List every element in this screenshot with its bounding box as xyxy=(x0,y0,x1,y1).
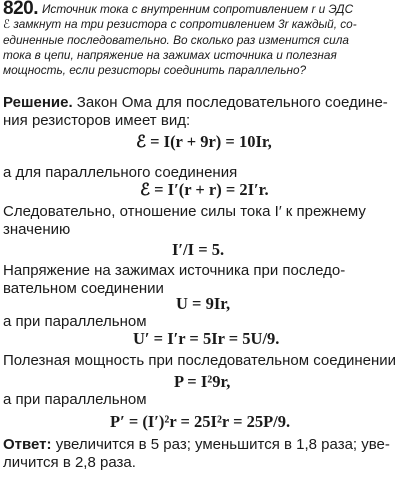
problem-line: единенные последовательно. Во сколько раз изменится сила xyxy=(3,32,349,47)
formula-power-series: P = I²9r, xyxy=(174,372,231,391)
solution-line: а при параллельном xyxy=(3,391,147,408)
formula-voltage-series: U = 9Ir, xyxy=(176,294,231,313)
formula-voltage-parallel: U′ = I′r = 5Ir = 5U/9. xyxy=(133,329,280,348)
solution-line: Решение. Закон Ома для последовательного соедине- xyxy=(3,94,388,111)
solution-line: а при параллельном xyxy=(3,313,147,330)
problem-statement xyxy=(3,0,407,78)
solution-line: Полезная мощность при последовательном соединении xyxy=(3,352,397,369)
solution-label: Решение. xyxy=(3,94,73,111)
problem-line: тока в цепи, напряжение на зажимах источника и полезная xyxy=(3,47,337,62)
solution-line: ния резисторов имеет вид: xyxy=(3,112,191,129)
formula-current-ratio: I′/I = 5. xyxy=(172,240,225,259)
answer-line: Ответ: увеличится в 5 раз; уменьшится в 1,8 раза; уве- xyxy=(3,436,390,453)
solution-line: а для параллельного соединения xyxy=(3,164,238,181)
solution-line: значению xyxy=(3,221,71,238)
formula-power-parallel: P′ = (I′)²r = 25I²r = 25P/9. xyxy=(110,412,291,431)
solution-line: вательном соединении xyxy=(3,280,164,297)
answer-line: личится в 2,8 раза. xyxy=(3,454,136,471)
formula-series-ohm: ℰ = I(r + 9r) = 10Ir, xyxy=(136,132,272,151)
solution-line: Напряжение на зажимах источника при последо- xyxy=(3,262,346,279)
problem-line: 820. Источник тока с внутренним сопротивлением r и ЭДС xyxy=(3,0,354,19)
problem-line: мощность, если резисторы соединить параллельно? xyxy=(3,63,307,78)
solution-line: Следовательно, отношение силы тока I′ к прежнему xyxy=(3,203,366,220)
answer-label: Ответ: xyxy=(3,436,52,453)
problem-number: 820. xyxy=(3,0,38,19)
formula-parallel-ohm: ℰ = I′(r + r) = 2I′r. xyxy=(140,180,269,199)
problem-line: ℰ замкнут на три резистора с сопротивлением 3r каждый, со- xyxy=(3,17,357,32)
